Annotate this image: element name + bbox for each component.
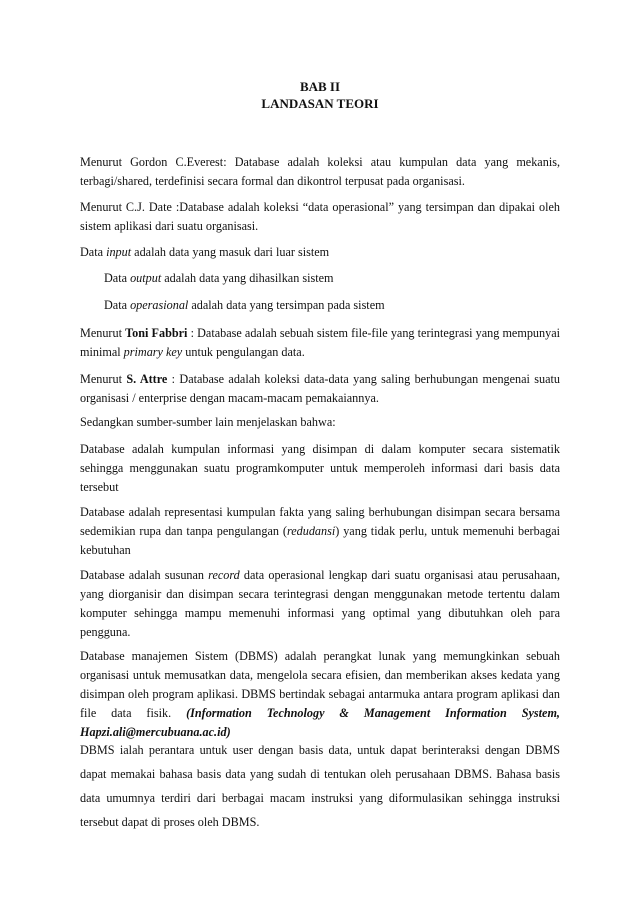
paragraph-attre: Menurut S. Attre : Database adalah koleksi data-data yang saling berhubungan mengenai suatu organisasi / enterprise dengan macam-macam pemakaiannya. xyxy=(80,372,560,405)
paragraph-fabbri: Menurut Toni Fabbri : Database adalah sebuah sistem file-file yang terintegrasi yang mempunyai minimal primary key untuk pengulangan data. xyxy=(80,326,560,359)
paragraph-data-input: Data input adalah data yang masuk dari luar sistem xyxy=(80,245,330,259)
paragraph-definition-3: Database adalah susunan record data operasional lengkap dari suatu organisasi atau perusahaan, yang diorganisir dan disimpan secara terintegrasi dengan menggunakan metode tertentu dalam komputer sehingga mampu memenuhi informasi yang optimal yang dibutuhkan oleh para pengguna. xyxy=(80,568,560,639)
chapter-title: LANDASAN TEORI xyxy=(261,96,379,111)
paragraph-data-output: Data output adalah data yang dihasilkan sistem xyxy=(104,271,334,285)
paragraph-definition-1: Database adalah kumpulan informasi yang disimpan di dalam komputer secara sistematik sehingga menggunakan suatu programkomputer untuk memperoleh informasi dari basis data tersebut xyxy=(80,442,560,494)
paragraph-definition-2: Database adalah representasi kumpulan fakta yang saling berhubungan disimpan secara bersama sedemikian rupa dan tanpa pengulangan (redudansi) yang tidak perlu, untuk memenuhi berbagai kebutuhan xyxy=(80,505,560,557)
paragraph-data-operasional: Data operasional adalah data yang tersimpan pada sistem xyxy=(104,298,385,312)
paragraph-dbms-perantara: DBMS ialah perantara untuk user dengan basis data, untuk dapat berinteraksi dengan DBMS dapat memakai bahasa basis data yang sudah di tentukan oleh perusahaan DBMS. Bahasa basis data umumnya terdiri dari berbagai macam instruksi yang diformulasikan sehingga instruksi tersebut dapat di proses oleh DBMS. xyxy=(80,743,560,829)
paragraph-date: Menurut C.J. Date :Database adalah koleksi “data operasional” yang tersimpan dan dipakai oleh sistem aplikasi dari suatu organisasi. xyxy=(80,200,560,233)
chapter-number: BAB II xyxy=(299,79,341,94)
paragraph-everest: Menurut Gordon C.Everest: Database adalah koleksi atau kumpulan data yang mekanis, terbagi/shared, terdefinisi secara formal dan dikontrol terpusat pada organisasi. xyxy=(80,155,560,188)
paragraph-sumber-lain: Sedangkan sumber-sumber lain menjelaskan bahwa: xyxy=(80,415,336,429)
paragraph-dbms-definition: Database manajemen Sistem (DBMS) adalah perangkat lunak yang memungkinkan sebuah organisasi untuk memusatkan data, mengelola secara efisien, dan memberikan akses kedata yang disimpan oleh program aplikasi. DBMS bertindak sebagai antarmuka antara program aplikasi dan file data fisik. (Information Technology & Management Information System, Hapzi.ali@mercubuana.ac.id) xyxy=(80,649,560,739)
